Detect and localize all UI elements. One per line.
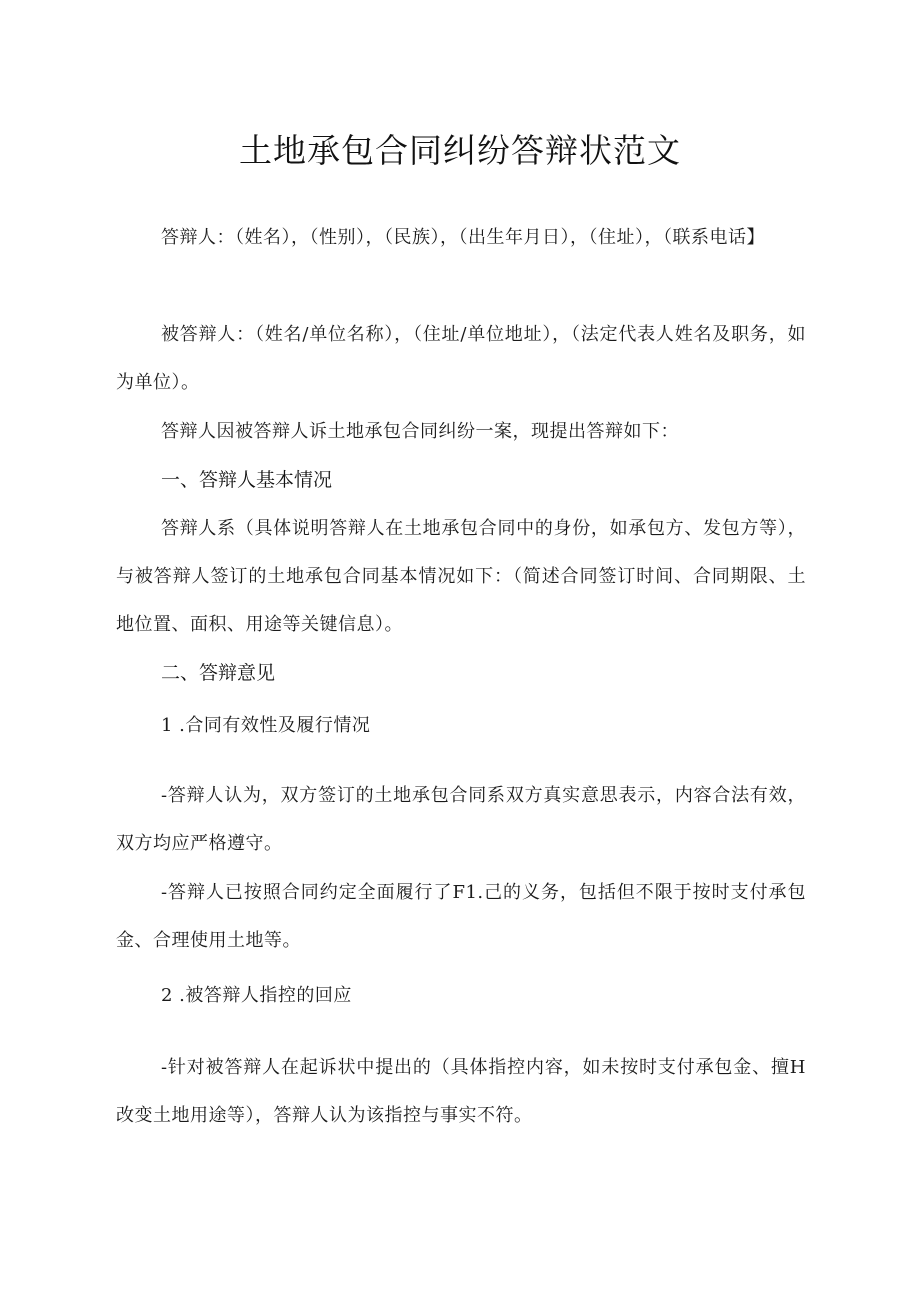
- section-2-heading: 二、答辩意见: [161, 662, 276, 684]
- item-1-heading: 1 .合同有效性及履行情况: [161, 715, 371, 736]
- plaintiff-paragraph: 被答辩人：（姓名/单位名称），（住址/单位地址），（法定代表人姓名及职务，如为单位）。: [116, 324, 806, 393]
- section-1-heading: 一、答辩人基本情况: [161, 469, 333, 491]
- item-2-point-1: -针对被答辩人在起诉状中提出的（具体指控内容，如未按时支付承包金、擅H改变土地用途等），答辩人认为该指控与事实不符。: [116, 1057, 806, 1126]
- item-1-point-1: -答辩人认为，双方签订的土地承包合同系双方真实意思表示，内容合法有效，双方均应严格遵守。: [116, 785, 806, 854]
- intro-paragraph: 答辩人因被答辩人诉土地承包合同纠纷一案，现提出答辩如下：: [161, 421, 679, 442]
- section-1-body: 答辩人系（具体说明答辩人在土地承包合同中的身份，如承包方、发包方等），与被答辩人签订的土地承包合同基本情况如下：（简述合同签订时间、合同期限、土地位置、面积、用途等关键信息）。: [116, 518, 806, 635]
- item-1-point-2: -答辩人已按照合同约定全面履行了F1.己的义务，包括但不限于按时支付承包金、合理使用土地等。: [116, 882, 806, 951]
- document-title: 土地承包合同纠纷答辩状范文: [239, 131, 681, 170]
- item-2-heading: 2 .被答辩人指控的回应: [161, 985, 352, 1006]
- respondent-paragraph: 答辩人：（姓名），（性别），（民族），（出生年月日），（住址），（联系电话】: [161, 227, 765, 248]
